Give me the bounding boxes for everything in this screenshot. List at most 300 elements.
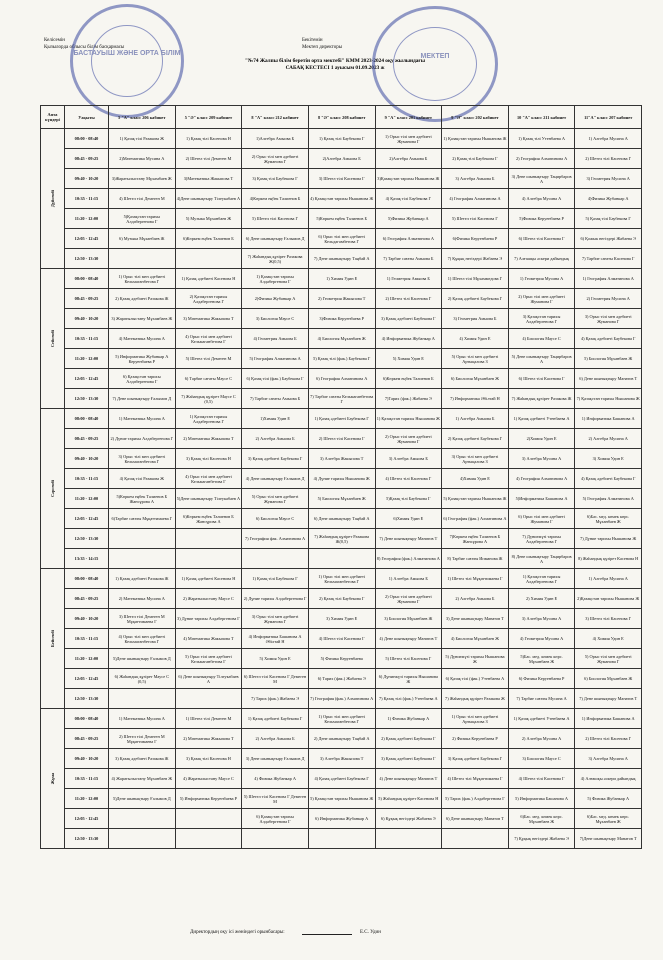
time-cell: 12:50 - 13:30: [65, 249, 109, 269]
approval-left-line2: Қызылорда облысы білім басқармасы: [44, 45, 125, 50]
lesson-cell: 7)Көркем еңбек Талиенов Б Жансұрова А: [442, 529, 509, 549]
lesson-cell: 2) Дүние тарихы Алдабергенова Г: [109, 429, 176, 449]
time-cell: 12:05 - 12:45: [65, 229, 109, 249]
lesson-cell: 4) Биология Мұханбаев Ж: [308, 329, 375, 349]
lesson-cell: 4)Химия Удин Е: [442, 469, 509, 489]
lesson-cell: 5)Көркем еңбек Талиенов Б: [308, 209, 375, 229]
time-cell: 08:45 - 09:25: [65, 429, 109, 449]
lesson-cell: 2) Қазақ әдебиеті Баубекова Г: [375, 729, 442, 749]
lesson-cell: 1) География Алматинова А: [575, 269, 642, 289]
table-row: [41, 149, 642, 169]
lesson-cell: 6) Физика Керуенбаева Р: [508, 669, 575, 689]
lesson-cell: 1) Алгебра Мусина А: [575, 569, 642, 589]
lesson-cell: 1) Қазақстан тарихы Алдабергенова Г: [175, 409, 242, 429]
lesson-cell: 7) Тарбие сағаты Кельмаганбетова Г: [308, 389, 375, 409]
lesson-cell: 5) Информатика Башанова А: [508, 789, 575, 809]
lesson-cell: [175, 689, 242, 709]
lesson-cell: 5) География Алматинова А: [242, 349, 309, 369]
lesson-cell: 2) Алгебра Амыова Б: [242, 729, 309, 749]
lesson-cell: 5)Дене шынықтыру Ғалымов Д: [109, 789, 176, 809]
table-row: [41, 829, 642, 849]
lesson-cell: [175, 809, 242, 829]
table-row: [41, 749, 642, 769]
lesson-cell: 5)Қазақстан тарихы Алдабергенова Г: [109, 209, 176, 229]
table-row: [41, 229, 642, 249]
time-cell: 08:45 - 09:25: [65, 589, 109, 609]
signature-mark: [302, 924, 352, 935]
lesson-cell: 1) Информатика Башанова А: [575, 409, 642, 429]
lesson-cell: 2) Математика Жакыпова Т: [175, 729, 242, 749]
lesson-cell: 2) Алгебра Амыова Б: [442, 589, 509, 609]
lesson-cell: 4) Қазақ тілі Баубекова Г: [375, 189, 442, 209]
stamp-inner-ring: [393, 27, 477, 101]
column-header: 5 "Ә" класс 209 кабинет: [175, 106, 242, 129]
lesson-cell: 4) География Алматинова А: [442, 189, 509, 209]
lesson-cell: 2)Алгебра Амыова Б: [308, 149, 375, 169]
column-header: 8 "Ә" класс 208 кабинет: [308, 106, 375, 129]
lesson-cell: 1) Қазақ тілі Касенова Н: [175, 129, 242, 149]
lesson-cell: 3) Қазақстан тарихы Алдабергенова Г: [508, 309, 575, 329]
table-row: [41, 209, 642, 229]
lesson-cell: 7)Дене шынықтыру Манатов Т: [575, 829, 642, 849]
lesson-cell: 5) Биология Мұханбаев Ж: [308, 489, 375, 509]
time-cell: 10:35 - 11:15: [65, 469, 109, 489]
lesson-cell: 1) Қазақ әдебиеті Баубекова Г: [308, 409, 375, 429]
lesson-cell: 1) Шетел тілі Демеген М: [175, 709, 242, 729]
lesson-cell: 1) Информатика Башанова А: [575, 709, 642, 729]
lesson-cell: 6) Дене шынықтыру Ғалымов Д: [242, 229, 309, 249]
lesson-cell: 2) Шетел тілі Касенова Г: [375, 289, 442, 309]
lesson-cell: 7)Тарих (фак.) Жабаева Э: [375, 389, 442, 409]
lesson-cell: 2) Геометрия Жакыпова Т: [308, 289, 375, 309]
lesson-cell: 7) Тарбие сағаты Амыова Б: [375, 249, 442, 269]
lesson-cell: 1) Химия Удин Е: [308, 269, 375, 289]
time-cell: 08:00 - 08:40: [65, 709, 109, 729]
lesson-cell: 7) Дене шынықтыру Ғалымов Д: [109, 389, 176, 409]
lesson-cell: 5) Информатика Керуенбаева Р: [175, 789, 242, 809]
lesson-cell: 6) Дене шынықтыру Манатов Т: [575, 369, 642, 389]
lesson-cell: 6) Тарбие сағаты Маусе С: [175, 369, 242, 389]
schedule-title-line1: "№74 Жалпы білім беретін орта мектебі" КММ 2023-2024 оқу жылындағы: [245, 58, 425, 64]
lesson-cell: 7) Дүние тарихы Нышанова Ж: [575, 529, 642, 549]
table-row: [41, 189, 642, 209]
lesson-cell: 3) Алгебра Амыова Б: [375, 449, 442, 469]
lesson-cell: 3) Алгебра Мусина А: [575, 749, 642, 769]
lesson-cell: 6) Орыс тілі мен әдебиеті Жуманова Г: [508, 509, 575, 529]
time-cell: 08:00 - 08:40: [65, 269, 109, 289]
lesson-cell: 6)Физика Керуенбаева Р: [442, 229, 509, 249]
lesson-cell: 3) Орыс тілі мен әдебиеті Артықалова З: [442, 449, 509, 469]
lesson-cell: 5) Шетел тілі Демеген М: [175, 349, 242, 369]
lesson-cell: [175, 529, 242, 549]
lesson-cell: 1) Қазақ тілі Баубекова Г: [308, 129, 375, 149]
lesson-cell: 4) Орыс тілі мен әдебиеті Кельмаганбетова Г: [175, 469, 242, 489]
lesson-cell: 6)Бас. мед. көмек көрс. Мұханбаев Ж: [575, 809, 642, 829]
lesson-cell: 3) Қазақ әдебиеті Баубекова Г: [375, 749, 442, 769]
table-row: [41, 489, 642, 509]
lesson-cell: 5) Информатика Жубанкар А Керуенбаева Р: [109, 349, 176, 369]
lesson-cell: 4) Қазақ әдебиеті Баубекова Г: [575, 329, 642, 349]
lesson-cell: 5) Музыка Мұханбаев Ж: [175, 209, 242, 229]
table-row: [41, 729, 642, 749]
table-row: [41, 429, 642, 449]
table-row: [41, 709, 642, 729]
lesson-cell: 2) География Алматинова А: [508, 149, 575, 169]
lesson-cell: 2)Алгебра Амыова Б: [375, 149, 442, 169]
lesson-cell: 6) Дүниежүзі тарихы Нышанова Ж: [375, 669, 442, 689]
schedule-title-line2: САБАҚ КЕСТЕСІ 1 ауысым 01.09.2023 ж: [285, 65, 385, 71]
time-cell: 10:35 - 11:15: [65, 189, 109, 209]
lesson-cell: 5)Бас. мед. көмек көрс. Мұханбаев Ж: [508, 649, 575, 669]
table-row: [41, 629, 642, 649]
lesson-cell: 5) Қазақстан тарихы Нышанова Ж: [308, 789, 375, 809]
table-row: [41, 449, 642, 469]
lesson-cell: 3) Дүние тарихы Алдабергенова Г: [175, 609, 242, 629]
lesson-cell: 3) Дене шынықтыру Ғалымов Д: [242, 749, 309, 769]
table-row: [41, 769, 642, 789]
lesson-cell: 3)Жаратылыстану Мұхамбаев Ж: [109, 169, 176, 189]
day-name: Сейсенбі: [50, 329, 55, 348]
lesson-cell: 2) Қазақ әдебиеті Разакова Ж: [109, 289, 176, 309]
lesson-cell: 2) Қазақстан тарихы Алдабергенова Г: [175, 289, 242, 309]
lesson-cell: 1) Қазақ тілі Разакова Ж: [109, 129, 176, 149]
lesson-cell: 2) Орыс тілі мен әдебиеті Жуманова Г: [375, 589, 442, 609]
lesson-cell: 1) Қазақ әдебиеті Утенбаева А: [508, 409, 575, 429]
lesson-cell: 3) Қазақ әдебиеті Баубекова Г: [375, 309, 442, 329]
time-cell: 11:20 - 12:00: [65, 349, 109, 369]
lesson-cell: 2) Қазақ тілі Баубекова Г: [308, 589, 375, 609]
time-cell: 09:40 - 10:20: [65, 449, 109, 469]
lesson-cell: [308, 829, 375, 849]
lesson-cell: 6) Музыка Мұханбаев Ж: [109, 229, 176, 249]
day-cell: [41, 409, 65, 569]
lesson-cell: 3) Қазақ тілі Касенова Н: [175, 749, 242, 769]
lesson-cell: 6) Биология Мұханбаев Ж: [575, 669, 642, 689]
lesson-cell: 6) Шетел тілі Касенова Г: [508, 369, 575, 389]
lesson-cell: 1) Орыс тілі мен әдебиеті Кельмаганбетова Г: [308, 569, 375, 589]
lesson-cell: 3) Геометрия Мусина А: [575, 169, 642, 189]
stamp-inner-ring: [91, 25, 163, 97]
lesson-cell: 5) Орыс тілі мен әдебиеті Жуманова Г: [575, 649, 642, 669]
lesson-cell: 5)Қазақ тілі Баубекова Г: [375, 489, 442, 509]
lesson-cell: 6) География (фак.) Алматинова А: [442, 509, 509, 529]
lesson-cell: 3) Орыс тілі мен әдебиеті Жуманова Г: [575, 309, 642, 329]
lesson-cell: 3) Математика Жакыпова Т: [175, 309, 242, 329]
lesson-cell: 1) Алгебра Амыова Б: [442, 409, 509, 429]
lesson-cell: 4) Дүние тарихы Нышанова Ж: [308, 469, 375, 489]
lesson-cell: 1) Математика Мусина А: [109, 409, 176, 429]
lesson-cell: 2)Химия Удин Е: [508, 429, 575, 449]
lesson-cell: 6)Көркем еңбек Талиенов Б Жансұрова А: [175, 509, 242, 529]
time-cell: 08:00 - 08:40: [65, 129, 109, 149]
lesson-cell: 6) Биология Маусе С: [242, 509, 309, 529]
lesson-cell: 3) Орыс тілі мен әдебиеті Жуманова Г: [242, 609, 309, 629]
lesson-cell: 3)Физика Керуенбаева Р: [308, 309, 375, 329]
lesson-cell: 2)Математика Мусина А: [109, 149, 176, 169]
table-row: [41, 509, 642, 529]
lesson-cell: 8) Жаһандық құзірет Касенова Н: [575, 549, 642, 569]
table-row: [41, 549, 642, 569]
lesson-cell: 7) Қазақстан тарихы Нышанова Ж: [575, 389, 642, 409]
lesson-cell: 3) Химия Удин Е: [575, 449, 642, 469]
table-row: [41, 129, 642, 149]
time-cell: 08:45 - 09:25: [65, 729, 109, 749]
lesson-cell: 4) Шетел тілі Касенова Г: [308, 629, 375, 649]
lesson-cell: 3)Қазақстан тарихы Нышанова Ж: [375, 169, 442, 189]
column-header: 8 "А" класс 212 кабинет: [242, 106, 309, 129]
lesson-cell: 5)Информатика Башанова А: [508, 489, 575, 509]
lesson-cell: 4) Орыс тілі мен әдебиеті Кельмаганбетова Г: [109, 629, 176, 649]
lesson-cell: 3) Қазақ әдебиеті Баубекова Г: [442, 749, 509, 769]
table-row: [41, 589, 642, 609]
lesson-cell: 6) Жаһандық құзірет Маусе С (0,5): [109, 669, 176, 689]
lesson-cell: 4) Математика Жакыпова Т: [175, 629, 242, 649]
lesson-cell: 2) Орыс тілі мен әдебиеті Жуманова Г: [508, 289, 575, 309]
time-cell: 12:05 - 12:45: [65, 669, 109, 689]
lesson-cell: 3) Алгебра Жакыпова Т: [308, 449, 375, 469]
table-row: [41, 309, 642, 329]
lesson-cell: 6) Құқық негіздері Жабаева Э: [375, 809, 442, 829]
table-row: [41, 529, 642, 549]
lesson-cell: 6) Қожык негіздері Жабаева Э: [575, 229, 642, 249]
lesson-cell: 7) Дене шынықтыру Таңбай А: [308, 249, 375, 269]
table-row: [41, 169, 642, 189]
lesson-cell: 1) Қазақстан тарихы Нышанова Ж: [442, 129, 509, 149]
lesson-cell: 1) Геометрия Амыова Б: [375, 269, 442, 289]
time-cell: 13:35 - 14:15: [65, 549, 109, 569]
lesson-cell: 6)Химия Удин Е: [375, 509, 442, 529]
lesson-cell: 5) Жаһандық құзірет Касенова Н: [375, 789, 442, 809]
lesson-cell: [308, 549, 375, 569]
table-row: [41, 669, 642, 689]
lesson-cell: 6) Тарих (фак.) Жабаева Э: [308, 669, 375, 689]
lesson-cell: 4) Қазақ әдебиеті Баубекова Г: [575, 469, 642, 489]
lesson-cell: 4) География Алматинова А: [508, 469, 575, 489]
time-cell: 12:50 - 13:30: [65, 829, 109, 849]
lesson-cell: 7) Жаһандық құзірет Разакова Ж(0,5): [242, 249, 309, 269]
lesson-cell: 4) Химия Удин Е: [442, 329, 509, 349]
lesson-cell: 1) Математика Мусина А: [109, 709, 176, 729]
lesson-cell: 6) Қазақ тілі (фак.) Баубекова Г: [242, 369, 309, 389]
lesson-cell: 4) Қазақстан тарихы Нышанова Ж: [308, 189, 375, 209]
lesson-cell: 3) Геометрия Амыова Б: [442, 309, 509, 329]
lesson-cell: 5) Қазақ тілі Баубекова Г: [575, 209, 642, 229]
lesson-cell: 4) Алгебра Мусина А: [508, 189, 575, 209]
lesson-cell: 7) Тарбие сағаты Амыова Б: [242, 389, 309, 409]
lesson-cell: 2) Физика Керуенбаева Р: [442, 729, 509, 749]
lesson-cell: 1) Алгебра Амыова Б: [375, 569, 442, 589]
lesson-cell: 1) Орыс тілі мен әдебиеті Артықалова З: [442, 709, 509, 729]
lesson-cell: 5) Физика Керуенбаева: [308, 649, 375, 669]
lesson-cell: 3) Дене шынықтыру Манатов Т: [442, 609, 509, 629]
lesson-cell: 5)Физика Керуенбаева Р: [508, 209, 575, 229]
lesson-cell: 2) Шетел тілі Демеген М Мұқаттимаева Г: [109, 729, 176, 749]
day-cell: [41, 129, 65, 269]
lesson-cell: 6) Информатика Жубанкар А: [308, 809, 375, 829]
lesson-cell: 4) Шетел тілі Касенова Г: [508, 769, 575, 789]
lesson-cell: 6)Көркем еңбек Талиенов Б: [375, 369, 442, 389]
lesson-cell: 5) Химия Удин Е: [375, 349, 442, 369]
lesson-cell: 1) Қазақ әдебиеті Касенова Н: [175, 269, 242, 289]
school-stamp-left: [70, 4, 184, 118]
time-cell: 10:35 - 11:15: [65, 629, 109, 649]
lesson-cell: 5) Қазақстан тарихы Нышанова Ж: [442, 489, 509, 509]
lesson-cell: 2) Шетел тілі Касенова Г: [575, 149, 642, 169]
time-cell: 08:00 - 08:40: [65, 409, 109, 429]
table-row: [41, 249, 642, 269]
lesson-cell: 4) Дене шынықтыру Ғалымов Д: [242, 469, 309, 489]
table-row: [41, 569, 642, 589]
lesson-cell: 4)Көркем еңбек Талиенов Б: [242, 189, 309, 209]
lesson-cell: 5) Орыс тілі мен әдебиеті Артықалова З: [442, 349, 509, 369]
lesson-cell: 8) Тарбие сағаты Ипманова Ж: [442, 549, 509, 569]
lesson-cell: 5) География Алматинова А: [575, 489, 642, 509]
lesson-cell: 6) Шетел тілі Касенова Г: [508, 229, 575, 249]
lesson-cell: 7) География (фак.) Алматинова А: [308, 689, 375, 709]
lesson-cell: 2) Шетел тілі Демеген М: [175, 149, 242, 169]
day-cell: [41, 569, 65, 709]
schedule-table: [40, 105, 642, 849]
column-header: Апта күндері: [41, 106, 65, 129]
lesson-cell: 4) Жаратылыстану Маусе С: [175, 769, 242, 789]
time-cell: 12:05 - 12:45: [65, 369, 109, 389]
lesson-cell: 1) Орыс тілі мен әдебиеті Кельмаганбетова Г: [109, 269, 176, 289]
lesson-cell: 6)Бас. мед. көмек көрс. Мұханбаев Ж: [575, 509, 642, 529]
day-name: Дүйсенбі: [50, 189, 55, 208]
lesson-cell: 3) Алгебра Амыова Б: [442, 169, 509, 189]
lesson-cell: 1) Орыс тілі мен әдебиеті Жуманова Г: [375, 129, 442, 149]
lesson-cell: 7) Дүниежүзі тарихы Алдабергенова Г: [508, 529, 575, 549]
time-cell: 09:40 - 10:20: [65, 749, 109, 769]
lesson-cell: [109, 809, 176, 829]
lesson-cell: 1) Шетел тілі Мұхаммедова Г: [442, 269, 509, 289]
lesson-cell: [175, 549, 242, 569]
lesson-cell: 1) Орыс тілі мен әдебиеті Кельмаганбетова Г: [308, 709, 375, 729]
lesson-cell: 2) Орыс тілі мен әдебиеті Жуманова Г: [375, 429, 442, 449]
time-cell: 08:45 - 09:25: [65, 289, 109, 309]
table-row: [41, 369, 642, 389]
lesson-cell: 5) Биология Мұханбаев Ж: [575, 349, 642, 369]
table-row: [41, 469, 642, 489]
lesson-cell: 3) Қазақ тілі Касенова Н: [175, 449, 242, 469]
lesson-cell: 2) Жаратылыстану Маусе С: [175, 589, 242, 609]
lesson-cell: [109, 249, 176, 269]
table-row: [41, 789, 642, 809]
lesson-cell: 1) Қазақстан тарихы Нышанова Ж: [375, 409, 442, 429]
lesson-cell: 2) Дене шынықтыру Таңбай А: [308, 729, 375, 749]
time-cell: 10:35 - 11:15: [65, 329, 109, 349]
lesson-cell: 2) Математика Мусина А: [109, 589, 176, 609]
lesson-cell: 2) Орыс тілі мен әдебиеті Жуманова Г: [242, 149, 309, 169]
lesson-cell: 6) Дене шынықтыру Тілеукабаев А: [175, 669, 242, 689]
lesson-cell: 4) Химия Удин Е: [575, 629, 642, 649]
lesson-cell: 7) Құқық негіздері Жабаева Э: [508, 829, 575, 849]
lesson-cell: 4) Шетел тілі Касенова Г: [375, 469, 442, 489]
lesson-cell: 6) Биология Мұханбаев Ж: [442, 369, 509, 389]
lesson-cell: 6) География Алматинова А: [308, 369, 375, 389]
lesson-cell: 6) Орыс тілі мен әдебиеті Кельдагамбетова Г: [308, 229, 375, 249]
lesson-cell: 3) Жаратылыстану Мұхамбаев Ж: [109, 309, 176, 329]
time-cell: 09:40 - 10:20: [65, 309, 109, 329]
lesson-cell: 6) Дене шынықтыру Таңбай А: [308, 509, 375, 529]
lesson-cell: 8) Дене шынықтыру Таңирбаров А: [508, 549, 575, 569]
lesson-cell: 1) Қазақ әдебиеті Касенова Н: [175, 569, 242, 589]
lesson-cell: 8) География (фак.) Алматинова А: [375, 549, 442, 569]
lesson-cell: 4) Информатика Жубанкар А: [375, 329, 442, 349]
signature-name: Е.С. Удин: [360, 930, 381, 935]
time-cell: 08:00 - 08:40: [65, 569, 109, 589]
time-cell: 11:20 - 12:00: [65, 789, 109, 809]
lesson-cell: 4) Информатика Башанова А Әбілтай Н: [242, 629, 309, 649]
day-name: Бейсенбі: [50, 630, 55, 647]
time-cell: 11:20 - 12:00: [65, 209, 109, 229]
lesson-cell: 5) Тарих (фак.) Алдабергенова Г: [442, 789, 509, 809]
lesson-cell: 5) Қазақ тілі (фак.) Баубекова Г: [308, 349, 375, 369]
lesson-cell: 3) Орыс тілі мен әдебиеті Кельмаганбетова Г: [109, 449, 176, 469]
lesson-cell: 3)Математика Жакыпова Т: [175, 169, 242, 189]
lesson-cell: 2) Шетел тілі Касенова Г: [575, 729, 642, 749]
lesson-cell: 5) Шетел тілі Касенова Г: [442, 209, 509, 229]
lesson-cell: 3) Биология Мұханбаев Ж: [375, 609, 442, 629]
signature-label: Директордың оқу ісі жөніндегі орынбасары:: [190, 930, 285, 935]
lesson-cell: 6) Дене шынықтыру Манатов Т: [442, 809, 509, 829]
lesson-cell: 1) Геометрия Мусина А: [508, 269, 575, 289]
lesson-cell: 7) Дене шынықтыру Манатов Т: [575, 689, 642, 709]
lesson-cell: 7) Алғашқы әскери дайындық: [508, 249, 575, 269]
lesson-cell: 5) Орыс тілі мен әдебиеті Жуманова Г: [242, 489, 309, 509]
lesson-cell: 1) Физика Жубанкар А: [375, 709, 442, 729]
lesson-cell: 4) Дене шынықтыру Манатов Т: [375, 769, 442, 789]
lesson-cell: 3) Қазақ әдебиеті Баубекова Г: [242, 449, 309, 469]
day-name: Сәрсенбі: [50, 479, 55, 498]
lesson-cell: [109, 689, 176, 709]
lesson-cell: 3) Қазақ әдебиеті Разакова Ж: [109, 749, 176, 769]
lesson-cell: 5)Көркем еңбек Талиенов Б Жансұрова А: [109, 489, 176, 509]
lesson-cell: 3) Қазақ тілі Баубекова Г: [242, 169, 309, 189]
day-cell: [41, 709, 65, 849]
lesson-cell: 6) Шетел тілі Касенова Г Демеген М: [242, 669, 309, 689]
lesson-cell: 1) Қазақстан тарихы Алдабергенова Г: [508, 569, 575, 589]
lesson-cell: 1) Қазақ тілі Утенбаева А: [508, 129, 575, 149]
lesson-cell: 3) Дене шынықтыру Таңирбаров А: [508, 169, 575, 189]
time-cell: 12:05 - 12:45: [65, 509, 109, 529]
lesson-cell: 2) Алгебра Мусина А: [575, 429, 642, 449]
lesson-cell: 4) Физика Жубанкар А: [242, 769, 309, 789]
lesson-cell: 2) Алгебра Мусина А: [508, 729, 575, 749]
table-row: [41, 289, 642, 309]
time-cell: 11:20 - 12:00: [65, 489, 109, 509]
table-row: [41, 389, 642, 409]
lesson-cell: 4)Физика Жубанкар А: [575, 189, 642, 209]
lesson-cell: 2) Шетел тілі Касенова Г: [308, 429, 375, 449]
lesson-cell: 5) Дүниежүзі тарихы Нышанова Ж: [442, 649, 509, 669]
lesson-cell: 7) Информатика Әбілтай Н: [442, 389, 509, 409]
lesson-cell: 4) Геометрия Амыова Б: [242, 329, 309, 349]
lesson-cell: 1) Қазақ әдебиеті Утенбаева А: [508, 709, 575, 729]
lesson-cell: 3) Шетел тілі Демеген М Мұқаттимаева Г: [109, 609, 176, 629]
lesson-cell: 4) Дене шынықтыру Манатов Т: [375, 629, 442, 649]
time-cell: 10:35 - 11:15: [65, 769, 109, 789]
column-header: 5 "А" класс 206 кабинет: [109, 106, 176, 129]
column-header: 11"А" класс 207 кабинет: [575, 106, 642, 129]
lesson-cell: [109, 529, 176, 549]
lesson-cell: 5) Дене шынықтыру Таңирбаров А: [508, 349, 575, 369]
lesson-cell: 5) Шетел тілі Касенова Г: [242, 209, 309, 229]
lesson-cell: 2)Қазақстан тарихы Нышанова Ж: [575, 589, 642, 609]
day-name: Жұма: [50, 772, 55, 785]
lesson-cell: [442, 829, 509, 849]
lesson-cell: 4) Орыс тілі мен әдебиеті Кельмаганбетова Г: [175, 329, 242, 349]
